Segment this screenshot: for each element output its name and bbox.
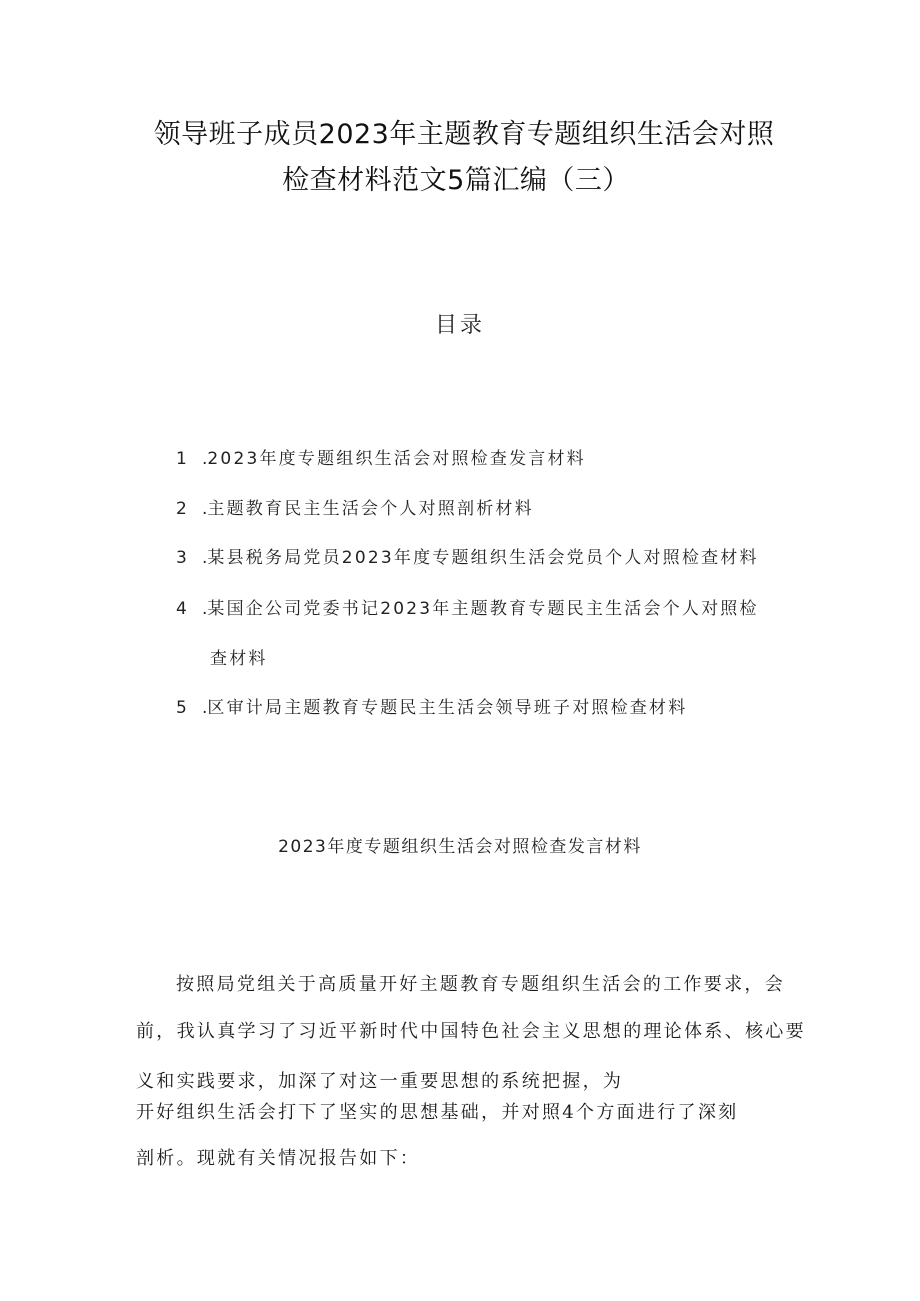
toc-item-number: 3 [176, 548, 187, 568]
section-title: 2023年度专题组织生活会对照检查发言材料 [278, 837, 642, 857]
toc-item-3 [176, 543, 759, 568]
toc-item-separator: . [202, 499, 208, 519]
document-title-line-2: 检查材料范文5篇汇编（三） [282, 165, 630, 196]
toc-item-4 [176, 594, 759, 619]
toc-item-5 [176, 693, 687, 718]
paragraph-line-1: 按照局党组关于高质量开好主题教育专题组织生活会的工作要求，会 [176, 974, 785, 995]
toc-item-text: 区审计局主题教育专题民主生活会领导班子对照检查材料 [207, 698, 688, 718]
paragraph-line-4: 开好组织生活会打下了坚实的思想基础，并对照4个方面进行了深刻 [136, 1102, 739, 1123]
toc-item-1 [176, 444, 586, 469]
paragraph-line-5: 剖析。现就有关情况报告如下： [136, 1148, 421, 1169]
toc-item-number: 2 [176, 499, 187, 519]
toc-item-4-continuation: 查材料 [210, 649, 268, 669]
toc-item-separator: . [202, 449, 208, 469]
toc-item-text: 主题教育民主生活会个人对照剖析材料 [207, 499, 534, 519]
toc-item-text: 某县税务局党员2023年度专题组织生活会党员个人对照检查材料 [207, 548, 759, 568]
toc-item-number: 4 [176, 599, 187, 619]
toc-item-separator: . [202, 599, 208, 619]
toc-item-number: 5 [176, 698, 187, 718]
toc-item-number: 1 [176, 449, 187, 469]
paragraph-line-2: 前，我认真学习了习近平新时代中国特色社会主义思想的理论体系、核心要 [136, 1021, 806, 1042]
toc-item-separator: . [202, 698, 208, 718]
toc-item-separator: . [202, 548, 208, 568]
toc-heading: 目录 [434, 313, 485, 338]
document-title-line-1: 领导班子成员2023年主题教育专题组织生活会对照 [153, 119, 775, 150]
toc-item-text: 2023年度专题组织生活会对照检查发言材料 [207, 449, 586, 469]
paragraph-line-3: 义和实践要求，加深了对这一重要思想的系统把握，为 [136, 1071, 624, 1092]
toc-item-text: 某国企公司党委书记2023年主题教育专题民主生活会个人对照检 [207, 599, 759, 619]
toc-item-2 [176, 494, 534, 519]
